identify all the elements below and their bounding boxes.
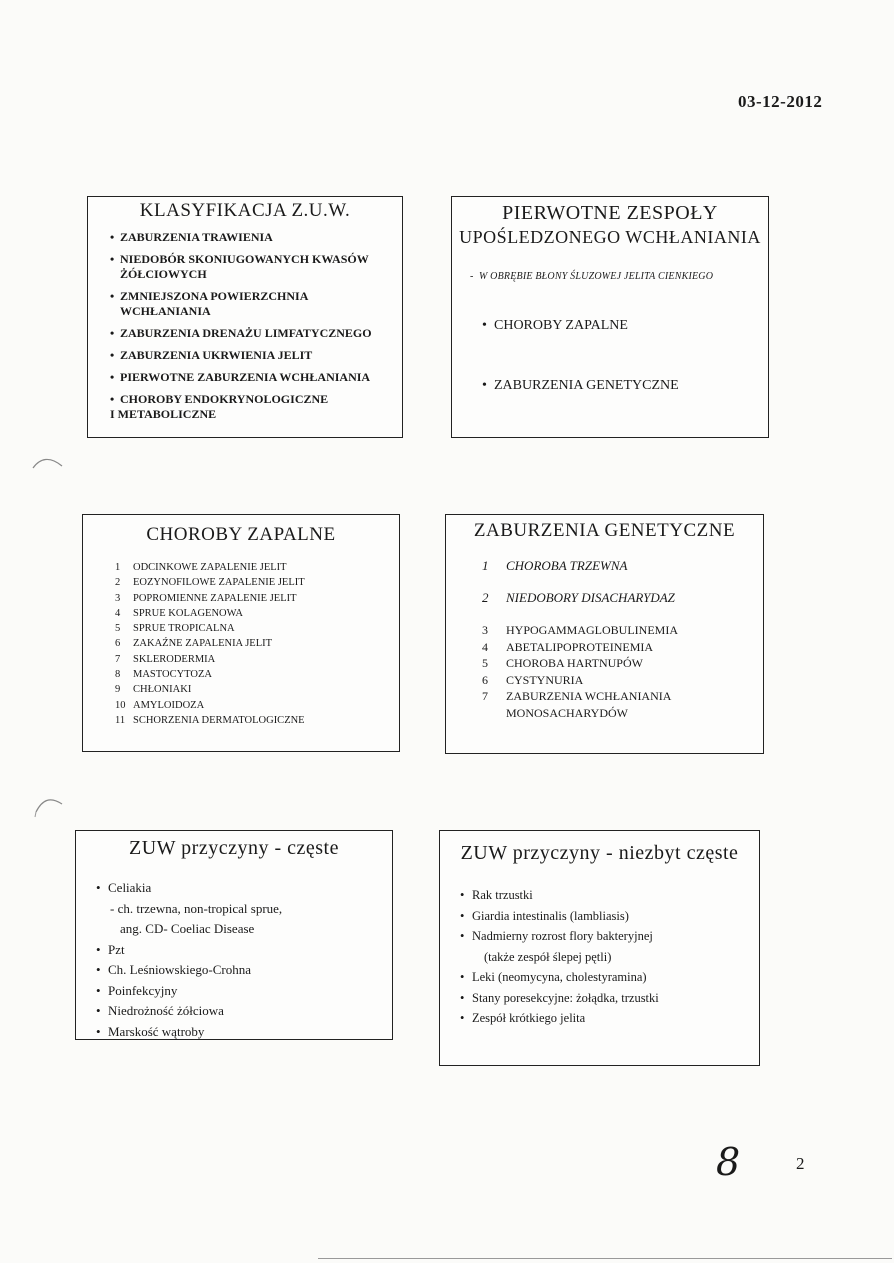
list-item: 7 ZABURZENIA WCHŁANIANIA MONOSACHARYDÓW bbox=[482, 689, 671, 720]
list-item: 8 MASTOCYTOZA bbox=[115, 669, 212, 681]
slide-title: ZABURZENIA GENETYCZNE bbox=[473, 520, 736, 541]
slide-zaburzenia-genetyczne bbox=[445, 514, 764, 754]
list-item: • ZABURZENIA TRAWIENIA bbox=[110, 230, 390, 245]
numbered-list-italic bbox=[482, 558, 763, 606]
list-item: 3 HYPOGAMMAGLOBULINEMIA bbox=[482, 623, 678, 637]
list-item: • Celiakia - ch. trzewna, non-tropical sprue, ang. CD- Coeliac Disease bbox=[96, 878, 392, 940]
bullet-list bbox=[460, 885, 759, 1029]
list-item: • Ch. Leśniowskiego-Crohna bbox=[96, 960, 392, 981]
slide-title: KLASYFIKACJA Z.U.W. bbox=[139, 200, 351, 221]
list-item: 2 NIEDOBORY DISACHARYDAZ bbox=[482, 590, 675, 605]
list-item: • ZMNIEJSZONA POWIERZCHNIA WCHŁANIANIA bbox=[110, 289, 390, 319]
list-item: 1 ODCINKOWE ZAPALENIE JELIT bbox=[115, 562, 287, 573]
list-item: • CHOROBY ZAPALNE bbox=[482, 318, 768, 334]
slide-choroby-zapalne bbox=[82, 514, 400, 752]
list-item: • Rak trzustki bbox=[460, 885, 759, 906]
list-item: 1 CHOROBA TRZEWNA bbox=[482, 558, 628, 573]
list-item: • Zespół krótkiego jelita bbox=[460, 1008, 759, 1029]
list-item: 3 POPROMIENNE ZAPALENIE JELIT bbox=[115, 592, 297, 604]
slide-pierwotne-zespoly bbox=[451, 196, 769, 438]
page-number: 2 bbox=[796, 1154, 805, 1173]
list-item: 5 SPRUE TROPICALNA bbox=[115, 623, 235, 635]
list-item: 7 SKLERODERMIA bbox=[115, 653, 216, 665]
numbered-list bbox=[482, 622, 763, 721]
list-item: 10 AMYLOIDOZA bbox=[115, 699, 205, 711]
list-item: • Leki (neomycyna, cholestyramina) bbox=[460, 967, 759, 988]
slide-zuw-niezbyt-czeste bbox=[439, 830, 760, 1066]
list-item: 4 SPRUE KOLAGENOWA bbox=[115, 607, 243, 619]
bullet-list bbox=[482, 318, 768, 394]
date: 03-12-2012 bbox=[738, 92, 823, 111]
slide-klasyfikacja bbox=[87, 196, 403, 438]
slide-zuw-czeste bbox=[75, 830, 393, 1040]
list-item: 11 SCHORZENIA DERMATOLOGICZNE bbox=[115, 714, 305, 726]
list-item: • Nadmierny rozrost flory bakteryjnej (także zespół ślepej pętli) bbox=[460, 926, 759, 967]
list-item: • Stany poresekcyjne: żołądka, trzustki bbox=[460, 988, 759, 1009]
list-item: 6 CYSTYNURIA bbox=[482, 672, 584, 687]
bullet-list bbox=[96, 878, 392, 1042]
list-item: • Marskość wątroby bbox=[96, 1022, 392, 1043]
list-item: • CHOROBY ENDOKRYNOLOGICZNE I METABOLICZNE bbox=[110, 392, 390, 422]
list-item: • NIEDOBÓR SKONIUGOWANYCH KWASÓW ŻÓŁCIOWYCH bbox=[110, 252, 390, 282]
list-item: 9 CHŁONIAKI bbox=[115, 684, 192, 696]
handwritten-mark: 8 bbox=[716, 1140, 741, 1184]
list-item: • Pzt bbox=[96, 940, 392, 961]
bottom-divider bbox=[318, 1258, 892, 1259]
list-item: • ZABURZENIA DRENAŻU LIMFATYCZNEGO bbox=[110, 326, 390, 341]
list-item: • Niedrożność żółciowa bbox=[96, 1001, 392, 1022]
slide-title-line1: PIERWOTNE ZESPOŁY bbox=[502, 202, 718, 224]
numbered-list bbox=[115, 560, 399, 728]
slide-title: ZUW przyczyny - częste bbox=[129, 837, 339, 859]
list-item: • PIERWOTNE ZABURZENIA WCHŁANIANIA bbox=[110, 370, 390, 385]
list-item: • Poinfekcyjny bbox=[96, 981, 392, 1002]
pencil-mark-icon bbox=[30, 452, 66, 474]
bullet-list bbox=[110, 230, 390, 422]
list-item: • ZABURZENIA UKRWIENIA JELIT bbox=[110, 348, 390, 363]
pencil-mark-icon bbox=[32, 792, 68, 818]
slide-title: CHOROBY ZAPALNE bbox=[146, 524, 336, 545]
list-item: 6 ZAKAŹNE ZAPALENIA JELIT bbox=[115, 638, 273, 650]
list-item: 2 EOZYNOFILOWE ZAPALENIE JELIT bbox=[115, 577, 305, 589]
slide-title-line2: UPOŚLEDZONEGO WCHŁANIANIA bbox=[459, 227, 761, 247]
slide-title: ZUW przyczyny - niezbyt częste bbox=[460, 842, 739, 864]
slide-subtitle: - W OBRĘBIE BŁONY ŚLUZOWEJ JELITA CIENKIEGO bbox=[470, 271, 714, 282]
list-item: • ZABURZENIA GENETYCZNE bbox=[482, 378, 768, 394]
list-item: 5 CHOROBA HARTNUPÓW bbox=[482, 656, 643, 670]
list-item: • Giardia intestinalis (lambliasis) bbox=[460, 906, 759, 927]
list-item: 4 ABETALIPOPROTEINEMIA bbox=[482, 639, 654, 654]
